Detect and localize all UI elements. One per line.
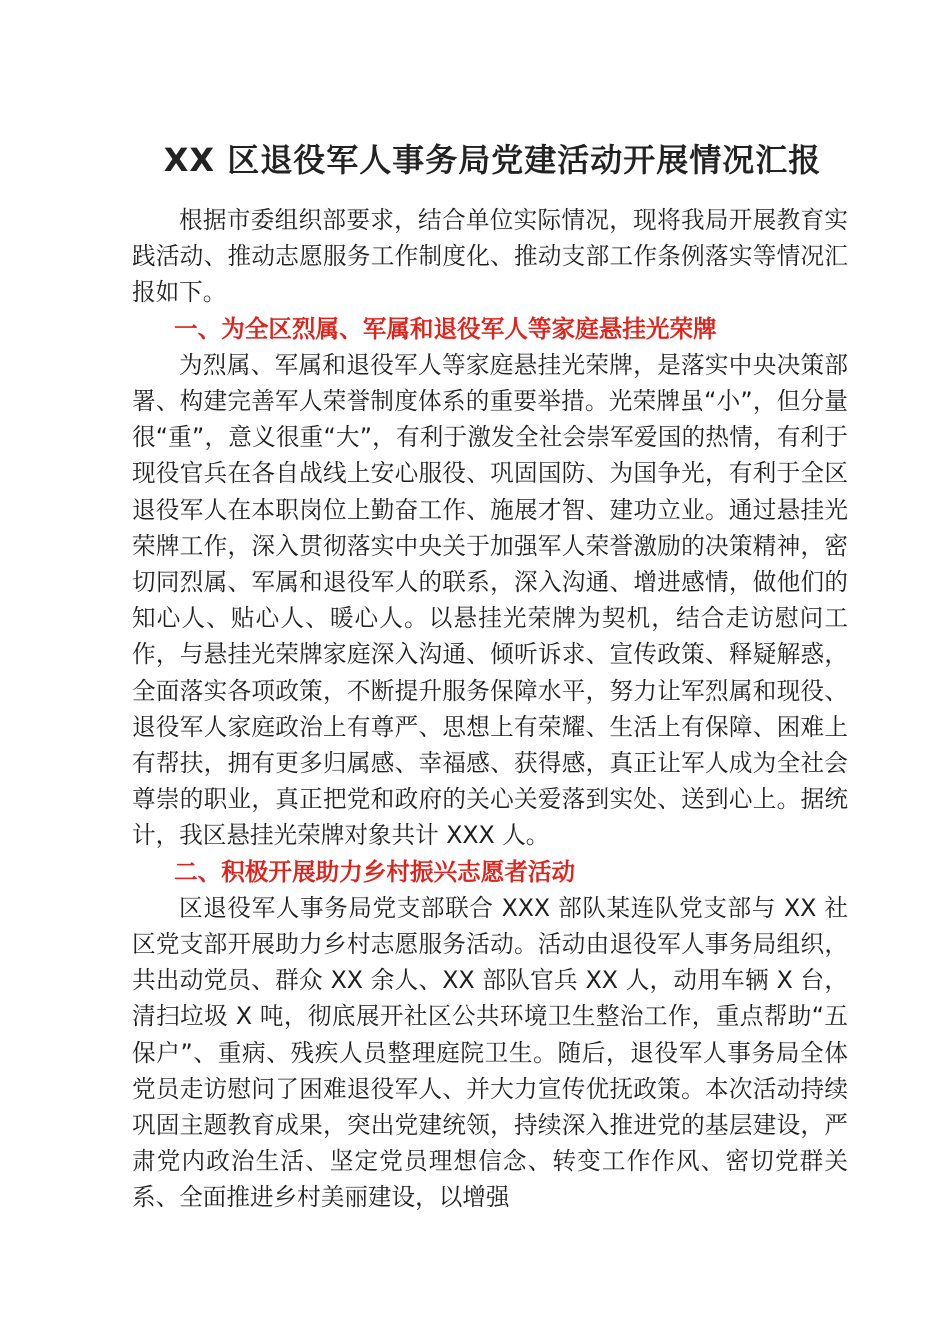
section-2-paragraph: 区退役军人事务局党支部联合 XXX 部队某连队党支部与 XX 社区党支部开展助力乡村志愿服务活动。活动由退役军人事务局组织，共出动党员、群众 XX 余人、XX 部队官兵 XX 人，动用车辆 X 台，清扫垃圾 X 吨，彻底展开社区公共环境卫生整治工作，重点帮助“五保户”、重病、残疾人员整理庭院卫生。随后，退役军人事务局全体党员走访慰问了困难退役军人、并大力宣传优抚政策。本次活动持续巩固主题教育成果，突出党建统领，持续深入推进党的基层建设，严肃党内政治生活、坚定党员理想信念、转变工作作风、密切党群关系、全面推进乡村美丽建设，以增强 [132,893,848,1212]
section-1-heading: 一、为全区烈属、军属和退役军人等家庭悬挂光荣牌 [174,314,717,343]
document-title: XX 区退役军人事务局党建活动开展情况汇报 [163,141,822,179]
intro-paragraph: 根据市委组织部要求，结合单位实际情况，现将我局开展教育实践活动、推动志愿服务工作制度化、推动支部工作条例落实等情况汇报如下。 [132,206,848,307]
document-body [132,202,848,1216]
section-2-heading: 二、积极开展助力乡村振兴志愿者活动 [174,857,576,886]
section-1-paragraph: 为烈属、军属和退役军人等家庭悬挂光荣牌，是落实中央决策部署、构建完善军人荣誉制度体系的重要举措。光荣牌虽“小”，但分量很“重”，意义很重“大”，有利于激发全社会崇军爱国的热情，有利于现役官兵在各自战线上安心服役、巩固国防、为国争光，有利于全区退役军人在本职岗位上勤奋工作、施展才智、建功立业。通过悬挂光荣牌工作，深入贯彻落实中央关于加强军人荣誉激励的决策精神，密切同烈属、军属和退役军人的联系，深入沟通、增进感情，做他们的知心人、贴心人、暖心人。以悬挂光荣牌为契机，结合走访慰问工作，与悬挂光荣牌家庭深入沟通、倾听诉求、宣传政策、释疑解惑，全面落实各项政策，不断提升服务保障水平，努力让军烈属和现役、退役军人家庭政治上有尊严、思想上有荣耀、生活上有保障、困难上有帮扶，拥有更多归属感、幸福感、获得感，真正让军人成为全社会尊崇的职业，真正把党和政府的关心关爱落到实处、送到心上。据统计，我区悬挂光荣牌对象共计 XXX 人。 [132,350,848,850]
